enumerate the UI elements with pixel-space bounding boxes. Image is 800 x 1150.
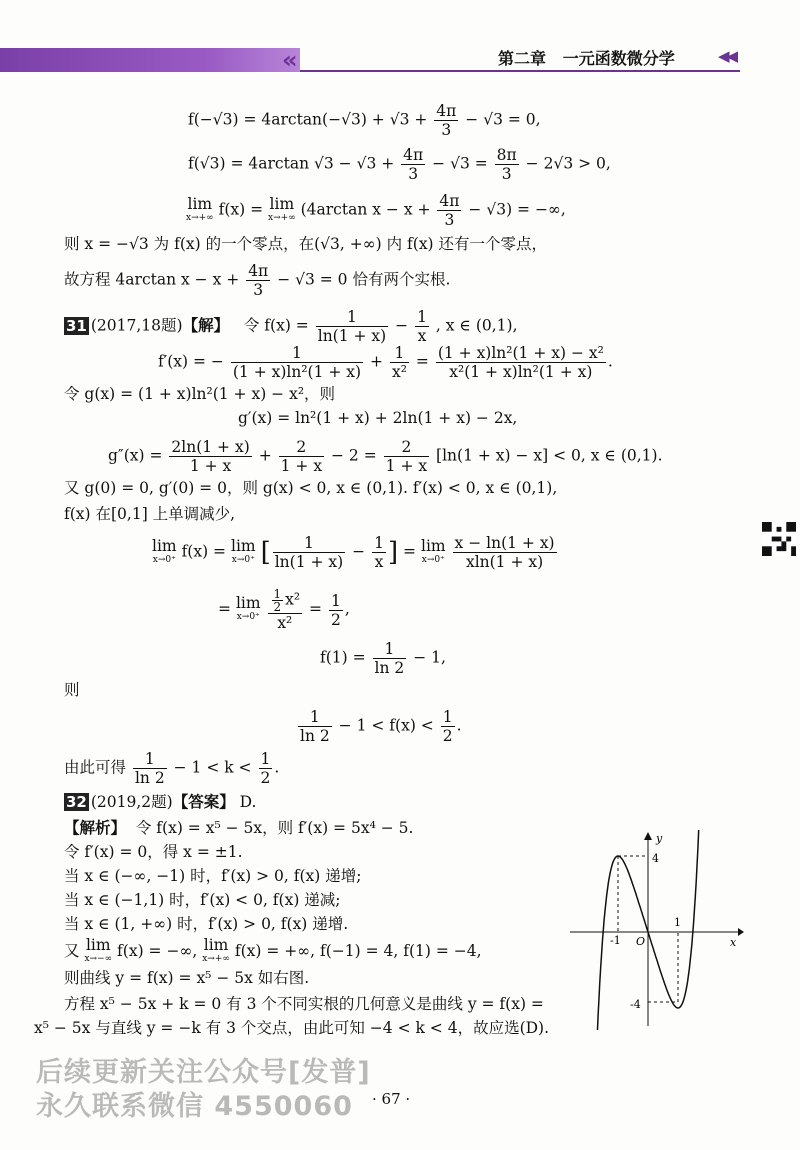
text-c4: 当 x ∈ (−1,1) 时，f′(x) < 0, f(x) 递减; xyxy=(64,891,341,909)
y-axis-label: y xyxy=(656,832,663,845)
chapter-title: 第二章 一元函数微分学 xyxy=(498,49,675,68)
text-c8: 方程 x⁵ − 5x + k = 0 有 3 个不同实根的几何意义是曲线 y = f(x) = xyxy=(64,995,544,1013)
eq-a2: f(√3) = 4arctan √3 − √3 + $\frac{4\pi}{3}$ − √3 = $\frac{8\pi}{3}$ − 2√3 > 0, xyxy=(188,146,611,183)
text-c2: 令 f′(x) = 0，得 x = ±1. xyxy=(64,843,243,861)
text-c9: x⁵ − 5x 与直线 y = −k 有 3 个交点，由此可知 −4 < k < 4，故应选(D). xyxy=(34,1019,550,1037)
text-c7: 则曲线 y = f(x) = x⁵ − 5x 如右图. xyxy=(64,969,310,987)
x-axis-label: x xyxy=(730,936,737,949)
text-c5: 当 x ∈ (1, +∞) 时，f′(x) > 0, f(x) 递增. xyxy=(64,915,349,933)
tick-label-neg1: -1 xyxy=(610,934,621,947)
eq-b9: = lim x→0⁺ $\frac{1}{2}$ x² x² = $\frac{1}{2}$ , xyxy=(218,587,350,632)
q32-number-badge: 32 xyxy=(66,793,87,811)
header-chevron-icon: « xyxy=(282,46,292,74)
eq-b12: $\frac{1}{\ln 2}$ − 1 < f(x) < $\frac{1}{2}$ . xyxy=(300,708,462,745)
tick-label-4: 4 xyxy=(652,852,659,865)
text-c6: 又 lim x→−∞ f(x) = −∞, lim x→+∞ f(x) = +∞, f(−1) = 4, f(1) = −4, xyxy=(64,936,482,964)
text-a5: 故方程 4arctan x − x + $\frac{4\pi}{3}$ − √3 = 0 恰有两个实根. xyxy=(64,262,451,299)
text-b13: 由此可得 $\frac{1}{\ln 2}$ − 1 < k < $\frac{1}{2}$ . xyxy=(64,750,280,787)
text-c1: 【解析】 令 f(x) = x⁵ − 5x，则 f′(x) = 5x⁴ − 5. xyxy=(64,819,414,837)
x-axis-arrow-icon xyxy=(738,928,744,936)
text-b7: f(x) 在[0,1] 上单调减少, xyxy=(64,505,236,523)
page-number: · 67 · xyxy=(372,1090,411,1108)
text-b6: 又 g(0) = 0, g′(0) = 0，则 g(x) < 0, x ∈ (0,1). f′(x) < 0, x ∈ (0,1), xyxy=(64,479,558,497)
eq-b4: g′(x) = ln²(1 + x) + 2ln(1 + x) − 2x, xyxy=(238,409,518,427)
page-header xyxy=(0,44,800,76)
q31-heading: 31 (2017,18题)【解】 令 f(x) = $\frac{1}{\ln(1 + x)}$ − $\frac{1}{x}$ , x ∈ (0,1), xyxy=(66,308,518,345)
origin-label: O xyxy=(636,935,646,948)
eq-b5: g″(x) = $\frac{2\ln(1 + x)}{1 + x}$ + $\frac{2}{1 + x}$ − 2 = $\frac{2}{1 + x}$ [ln(1 + x) − x] < 0, x ∈ (0,1). xyxy=(108,438,663,475)
function-graph xyxy=(566,830,744,1030)
header-arrow-icon: ◀◀ xyxy=(718,47,736,65)
watermark-line1: 后续更新关注公众号[发普] xyxy=(36,1057,371,1088)
eq-b2: f′(x) = − $\frac{1}{\text{(1 + x)ln²(1 + x)}}$ + $\frac{1}{\text{x²}}$ = $\frac{\text{(1 + x)ln²(1 + x) − x²}}{\text{x²(1 + x)ln²(1 + x)}}$ . xyxy=(158,344,613,381)
eq-a3: lim x→+∞ f(x) = lim x→+∞ (4arctan x − x + $\frac{4\pi}{3}$ − √3) = −∞, xyxy=(186,192,566,229)
header-color-bar xyxy=(0,48,300,72)
text-c3: 当 x ∈ (−∞, −1) 时，f′(x) > 0, f(x) 递增; xyxy=(64,867,362,885)
q31-number-badge: 31 xyxy=(66,316,87,335)
text-a4: 则 x = −√3 为 f(x) 的一个零点，在(√3, +∞) 内 f(x) 还有一个零点， xyxy=(64,235,548,253)
header-rule xyxy=(300,70,740,72)
watermark-line2: 永久联系微信 4550060 xyxy=(36,1091,353,1122)
eq-b8: lim x→0⁺ f(x) = lim x→0⁺ [ $\frac{1}{\ln(1 + x)}$ − $\frac{1}{x}$ ] = lim x→0⁺ $\frac{x - \ln(1 + x)}{xln(1 + x)}$ xyxy=(152,534,555,571)
eq-b10: f(1) = $\frac{1}{\ln 2}$ − 1, xyxy=(320,640,446,677)
tick-label-neg4: -4 xyxy=(630,998,641,1011)
tick-label-1: 1 xyxy=(674,916,681,929)
y-axis-arrow-icon xyxy=(644,832,652,840)
text-b11: 则 xyxy=(64,681,80,699)
qr-code-icon xyxy=(762,522,796,556)
text-b3: 令 g(x) = (1 + x)ln²(1 + x) − x²，则 xyxy=(64,385,336,403)
eq-a1: f(−√3) = 4arctan(−√3) + √3 + $\frac{4\pi}{3}$ − √3 = 0, xyxy=(188,102,541,139)
q32-heading: 32 (2019,2题)【答案】 D. xyxy=(66,793,257,811)
